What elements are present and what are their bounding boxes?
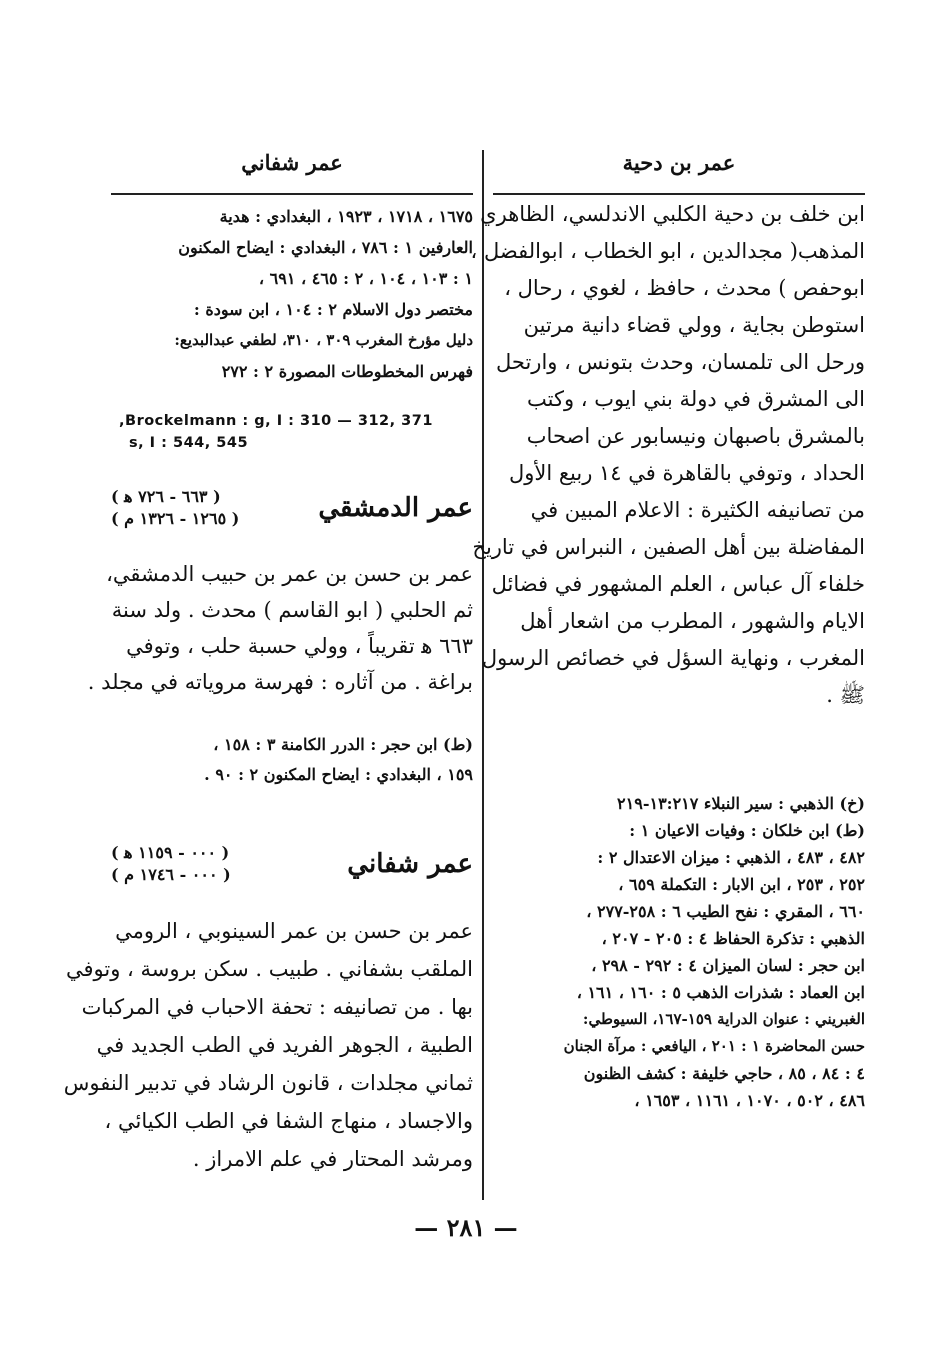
reference-line: حسن المحاضرة ١ : ٢٠١ ، اليافعي : مرآة الجنان [563,1037,865,1055]
hijri-dates: ( ٦٦٣ - ٧٢٦ ﻫ ) [111,487,221,506]
right-header-rule [493,193,865,195]
entry-dates [111,486,239,530]
reference-line: فهرس المخطوطات المصورة ٢ : ٢٧٢ [221,362,473,381]
body-line: ثماني مجلدات ، قانون الرشاد في تدبير النفوس [63,1071,473,1095]
reference-line: الغبريني : عنوان الدراية ١٥٩-١٦٧، السيوطي: [582,1010,865,1028]
body-line: المغرب ، ونهاية السؤل في خصائص الرسول [481,646,865,670]
body-line: استوطن بجاية ، وولي قضاء دانية مرتين [523,313,865,337]
entry-dates [111,842,231,886]
left-column-top-references [111,201,473,387]
gregorian-dates: ( ١٢٦٥ - ١٣٢٦ م ) [111,509,240,528]
body-line: الايام والشهور ، المطرب من اشعار أهل [520,609,865,633]
gregorian-dates: ( ٠٠٠ - ١٧٤٦ م ) [111,865,231,884]
entry-body-dimashqi [87,556,473,700]
body-line: عمر بن حسن بن عمر بن حبيب الدمشقي، [106,562,473,586]
left-column-header: عمر شفاني [241,150,343,175]
page-number: — ٢٨١ — [414,1213,518,1242]
entry-title-dimashqi [111,486,473,530]
body-line: ﷺ . [826,683,865,707]
body-line: بالمشرق باصبهان ونيسابور عن اصحاب [526,424,865,448]
reference-line: ٢٥٢ ، ٢٥٣ ، ابن الابار : التكملة ٦٥٩ ، [618,875,865,894]
entry-title-shifani [111,842,473,886]
entry-name: عمر شفاني [347,849,473,879]
entry-refs-dimashqi [111,730,473,790]
latin-line: s, I : 544, 545 [129,435,249,451]
hijri-dates: ( ٠٠٠ - ١١٥٩ ﻫ ) [111,843,230,862]
body-line: الملقب بشفاني . طبيب . سكن بروسة ، وتوفي [65,957,473,981]
reference-line: دليل مؤرخ المغرب ٣٠٩ ، ٣١٠، لطفي عبدالبديع: [174,331,473,349]
body-line: ٦٦٣ ﻫ تقريباً ، وولي حسبة حلب ، وتوفي [126,634,473,658]
body-line: المفاضلة بين أهل الصفين ، النبراس في تاريخ [472,535,865,559]
reference-line: ٤ : ٨٤ ، ٨٥ ، حاجي خليفة : كشف الظنون [583,1064,865,1083]
reference-line: (خ) الذهبي : سير النبلاء ١٣:٢١٧-٢١٩ [617,794,865,813]
reference-line: ١٥٩ ، البغدادي : ايضاح المكنون ٢ : ٩٠ . [204,765,473,784]
reference-line: ابن العماد : شذرات الذهب ٥ : ١٦٠ ، ١٦١ ، [576,983,865,1002]
body-line: بها . من تصانيفه : تحفة الاحباب في المركبات [81,995,473,1019]
reference-line: العارفين ١ : ٧٨٦ ، البغدادي : ايضاح المكنون [178,238,473,257]
body-line: الى المشرق في دولة بني ايوب ، وكتب [527,387,865,411]
reference-line: ٤٨٦ ، ٥٠٢ ، ١٠٧٠ ، ١١٦١ ، ١٦٥٣ ، [634,1091,865,1110]
body-line: الحداد ، وتوفي بالقاهرة في ١٤ ربيع الأول [508,461,865,485]
reference-line: ٤٨٢ ، ٤٨٣ ، الذهبي : ميزان الاعتدال ٢ : [597,848,865,867]
body-line: ثم الحلبي ( ابو القاسم ) محدث . ولد سنة [111,598,473,622]
reference-line: ٦٦٠ ، المقري : نفح الطيب ٦ : ٢٥٨-٢٧٧ ، [586,902,865,921]
reference-line: ابن حجر : لسان الميزان ٤ : ٢٩٢ - ٢٩٨ ، [591,956,865,975]
entry-body-shifani [63,912,473,1178]
right-column-header: عمر بن دحية [622,150,736,175]
body-line: المذهب( مجدالدين ، ابو الخطاب ، ابوالفضل ، [470,239,865,263]
right-column-references [493,790,865,1114]
body-line: والاجساد ، منهاج الشفا في الطب الكيائي ، [104,1109,473,1133]
latin-line: Brockelmann : g, I : 310 — 312, 371, [119,413,433,429]
body-line: الطبية ، الجوهر الفريد في الطب الجديد في [96,1033,473,1057]
left-header-rule [111,193,473,195]
body-line: من تصانيفه الكثيرة : الاعلام المبين في [530,498,865,522]
body-line: ابوحفص ) محدث ، حافظ ، لغوي ، رحال ، [504,276,865,300]
body-line: عمر بن حسن بن عمر السينوبي ، الرومي [115,919,473,943]
right-column-body [470,196,865,714]
reference-line: الذهبي : تذكرة الحفاظ ٤ : ٢٠٥ - ٢٠٧ ، [601,929,865,948]
body-line: براغة . من آثاره : فهرسة مروياته في مجلد . [87,670,473,694]
body-line: ورحل الى تلمسان، وحدث بتونس ، وارتحل [496,350,865,374]
body-line: خلفاء آل عباس ، العلم المشهور في فضائل [491,572,865,596]
reference-line: ١٦٧٥ ، ١٧١٨ ، ١٩٢٣ ، البغدادي : هدية [219,207,473,226]
reference-line: مختصر دول الاسلام ٢ : ١٠٤ ، ابن سودة : [193,300,473,319]
brockelmann-reference [119,410,473,454]
body-line: ومرشد المحتار في علم الامراز . [192,1147,473,1171]
entry-name: عمر الدمشقي [318,493,473,523]
body-line: ابن خلف بن دحية الكلبي الاندلسي، الظاهري [480,202,865,226]
reference-line: (ط) ابن حجر : الدرر الكامنة ٣ : ١٥٨ ، [213,735,473,754]
reference-line: ١ : ١٠٣ ، ١٠٤ ، ٢ : ٤٦٥ ، ٦٩١ ، [258,269,473,288]
reference-line: (ط) ابن خلكان : وفيات الاعيان ١ : [629,821,865,840]
